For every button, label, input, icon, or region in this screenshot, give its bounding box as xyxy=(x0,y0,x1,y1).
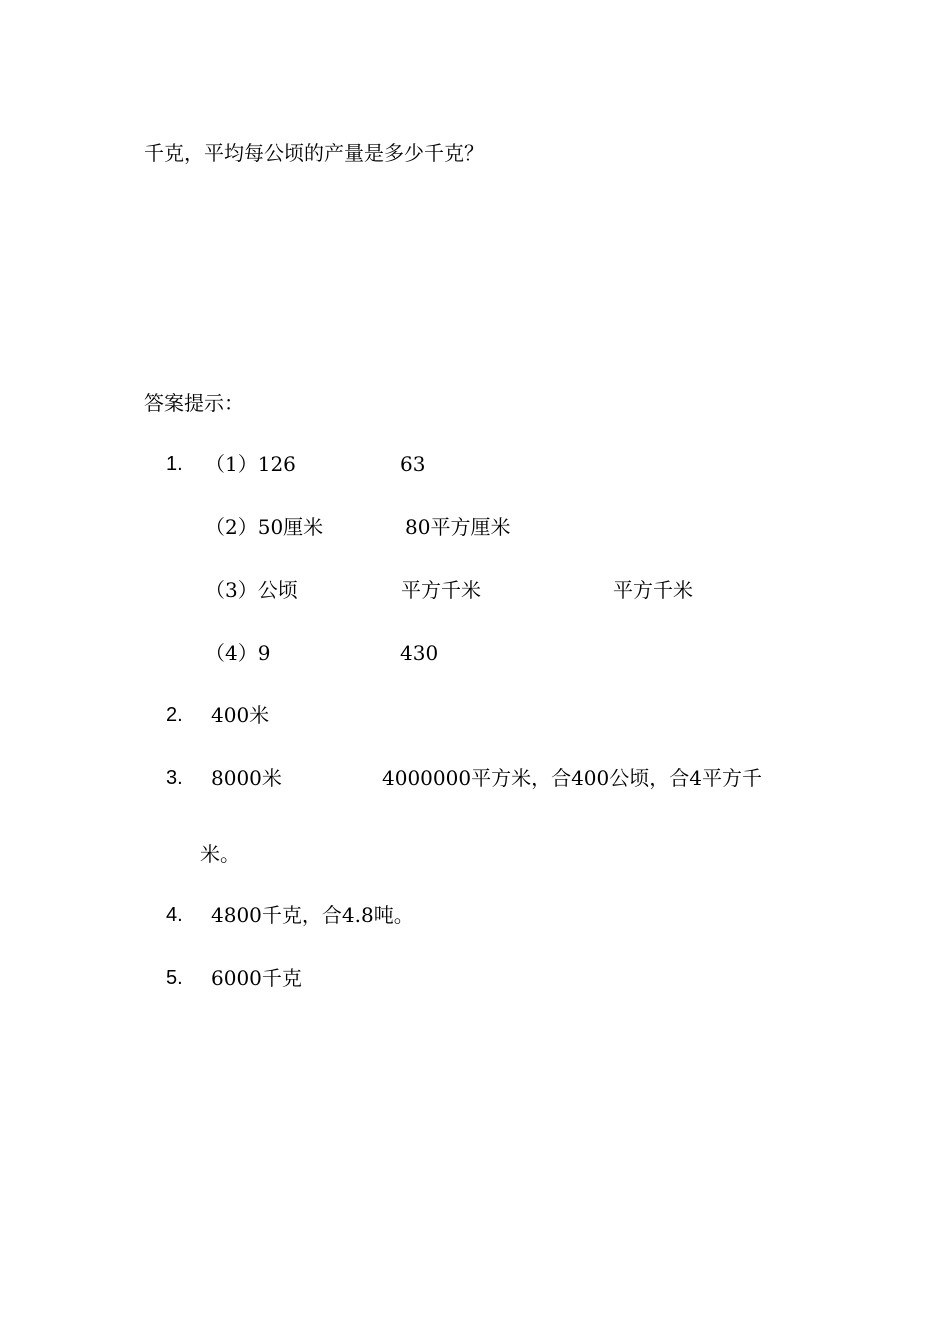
answer-number-2: 2. xyxy=(166,704,183,726)
answer-3-text: 8000米 xyxy=(211,766,282,790)
question-tail: 千克，平均每公顷的产量是多少千克？ xyxy=(144,141,484,165)
answer-2-text: 400米 xyxy=(211,703,270,727)
answer-1-3-col2: 平方千米 xyxy=(401,578,481,602)
answer-3-text2: 4000000平方米，合400公顷，合4平方千 xyxy=(382,766,762,790)
answer-number-3: 3. xyxy=(166,767,183,789)
answer-1-2-col2: 80平方厘米 xyxy=(405,515,511,539)
answer-1-3-col3: 平方千米 xyxy=(613,578,693,602)
answer-1-4-label: （4）9 xyxy=(205,641,271,665)
answer-1-3-label: （3）公顷 xyxy=(205,578,298,602)
answer-number-5: 5. xyxy=(166,967,183,989)
answer-number-4: 4. xyxy=(166,904,183,926)
answer-1-2-label: （2）50厘米 xyxy=(205,515,324,539)
answer-4-text: 4800千克，合4.8吨。 xyxy=(211,903,414,927)
answer-number-1: 1. xyxy=(166,453,183,475)
answer-5-text: 6000千克 xyxy=(211,966,302,990)
answer-1-1-col2: 63 xyxy=(400,452,426,476)
answer-3-continuation: 米。 xyxy=(200,842,240,866)
answers-heading: 答案提示： xyxy=(144,391,244,415)
answer-1-4-col2: 430 xyxy=(400,641,439,665)
answer-1-1-label: （1）126 xyxy=(205,452,296,476)
